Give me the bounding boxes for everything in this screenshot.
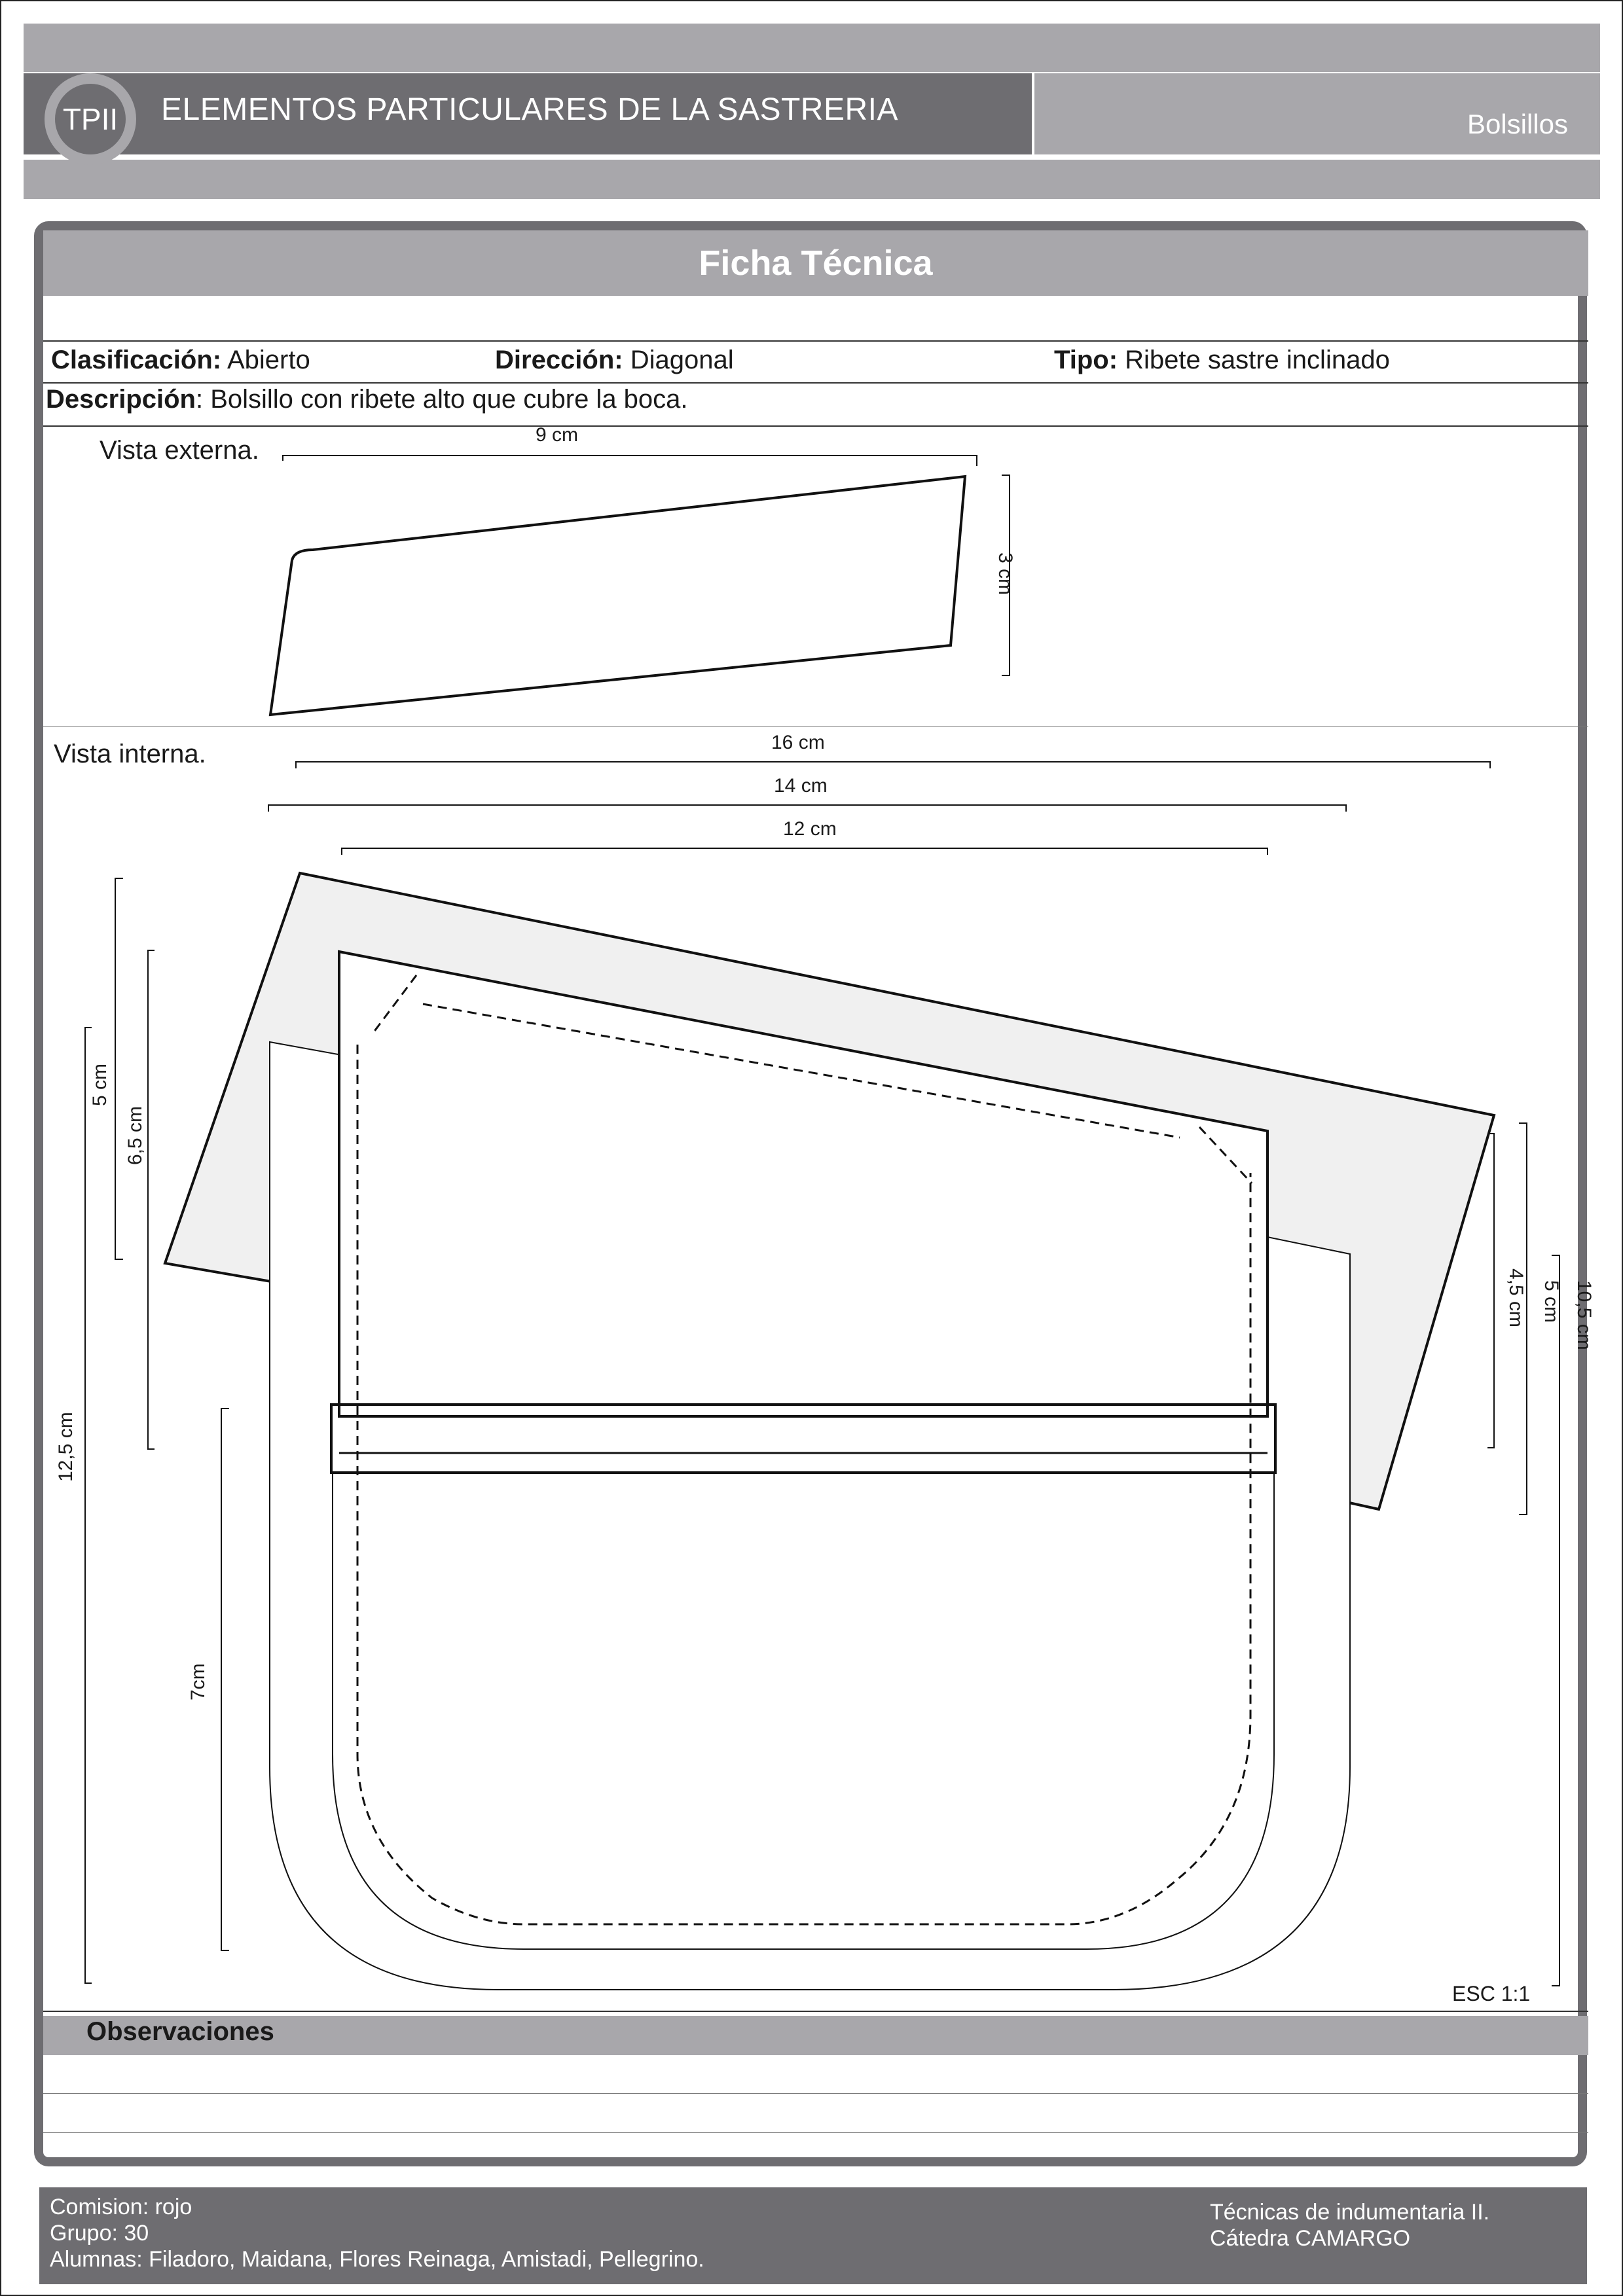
- dim-line-4-5: [1487, 1134, 1494, 1448]
- dim-line-6-5: [148, 950, 155, 1449]
- descripcion-value: : Bolsillo con ribete alto que cubre la boca.: [195, 385, 688, 414]
- external-welt-outline: [270, 476, 965, 715]
- ext-height-dim-line: [1002, 475, 1010, 675]
- external-view-label: Vista externa.: [100, 436, 259, 465]
- section-name: Bolsillos: [1467, 109, 1568, 139]
- footer-catedra: Cátedra CAMARGO: [1210, 2226, 1411, 2251]
- dim-line-14: [268, 805, 1346, 812]
- observations-line-2: [43, 2132, 1588, 2133]
- dim-line-16: [296, 762, 1490, 768]
- internal-view-label: Vista interna.: [54, 740, 206, 768]
- observations-label: Observaciones: [86, 2017, 274, 2046]
- dim-5cm-left: 5 cm: [89, 1063, 111, 1106]
- external-height-dim: 3 cm: [994, 552, 1016, 596]
- ext-width-dim-line: [283, 456, 977, 466]
- dim-4-5cm: 4,5 cm: [1505, 1268, 1527, 1328]
- dim-12cm: 12 cm: [783, 818, 837, 840]
- dim-line-12: [342, 848, 1267, 855]
- direccion-value: Diagonal: [630, 346, 734, 374]
- footer-comision: Comision: rojo: [50, 2195, 192, 2219]
- observations-bar: [43, 2016, 1588, 2055]
- direccion-label: Dirección:: [495, 346, 623, 374]
- dim-12-5cm: 12,5 cm: [55, 1412, 77, 1482]
- dim-10-5cm: 10,5 cm: [1573, 1280, 1595, 1350]
- dim-line-5-left: [115, 878, 123, 1259]
- tipo-value: Ribete sastre inclinado: [1125, 346, 1390, 374]
- dim-line-7: [221, 1408, 229, 1950]
- dim-16cm: 16 cm: [771, 732, 825, 753]
- footer-alumnas: Alumnas: Filadoro, Maidana, Flores Reinaga, Amistadi, Pellegrino.: [50, 2247, 704, 2272]
- footer-grupo: Grupo: 30: [50, 2221, 149, 2246]
- dim-line-10-5: [1552, 1255, 1559, 1986]
- clasificacion-value: Abierto: [227, 346, 310, 374]
- dim-6-5cm: 6,5 cm: [124, 1105, 146, 1165]
- dim-line-12-5: [85, 1028, 92, 1983]
- rule-5: [43, 2011, 1588, 2012]
- observations-line-1: [43, 2093, 1588, 2094]
- dim-7cm: 7cm: [187, 1663, 209, 1700]
- sheet-title: Ficha Técnica: [699, 243, 933, 283]
- external-width-dim: 9 cm: [536, 424, 579, 446]
- dim-14cm: 14 cm: [774, 775, 828, 797]
- document-title: ELEMENTOS PARTICULARES DE LA SASTRERIA: [161, 92, 898, 127]
- logo-badge: TPII: [55, 84, 126, 154]
- descripcion-label: Descripción: [46, 385, 196, 414]
- dim-line-5-right: [1519, 1123, 1527, 1515]
- dim-5cm-right: 5 cm: [1541, 1280, 1562, 1323]
- tipo-label: Tipo:: [1054, 346, 1118, 374]
- footer-course: Técnicas de indumentaria II.: [1210, 2200, 1490, 2225]
- clasificacion-label: Clasificación:: [51, 346, 222, 374]
- scale-label: ESC 1:1: [1452, 1982, 1531, 2005]
